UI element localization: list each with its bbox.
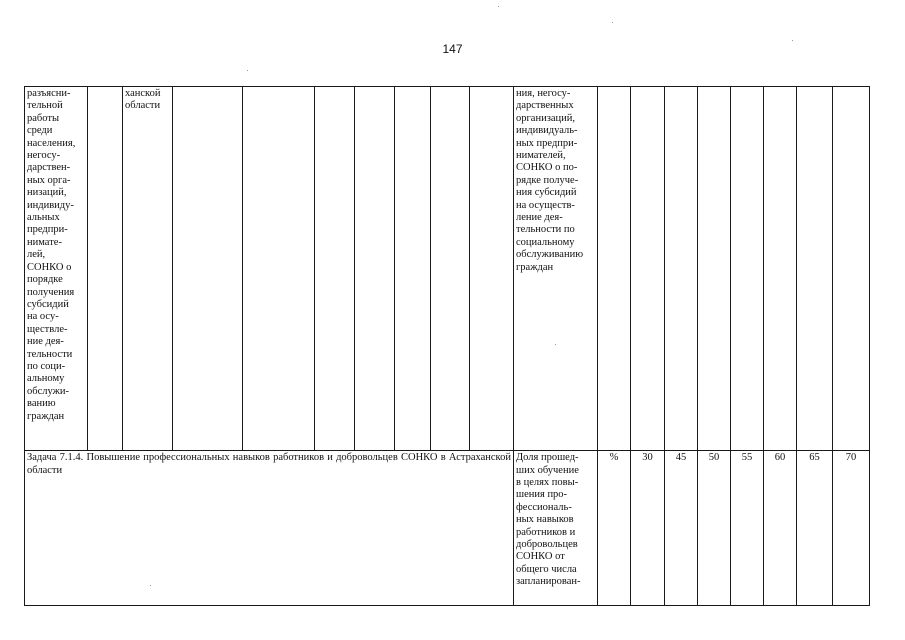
value-cell: 50 bbox=[698, 451, 731, 606]
empty-cell bbox=[764, 87, 797, 451]
executor-cell: ханской области bbox=[123, 87, 173, 451]
empty-cell bbox=[731, 87, 764, 451]
scan-speck bbox=[555, 344, 556, 345]
empty-cell bbox=[470, 87, 514, 451]
empty-cell bbox=[797, 87, 833, 451]
value-cell: 70 bbox=[833, 451, 870, 606]
empty-cell bbox=[355, 87, 395, 451]
empty-cell bbox=[598, 87, 631, 451]
value-cell: 55 bbox=[731, 451, 764, 606]
empty-cell bbox=[631, 87, 665, 451]
empty-cell bbox=[698, 87, 731, 451]
task-cell: Задача 7.1.4. Повышение профессиональных навыков работников и добровольцев СОНКО в Астраханской области bbox=[25, 451, 514, 606]
table-row bbox=[25, 451, 870, 606]
value-cell: 60 bbox=[764, 451, 797, 606]
unit-cell: % bbox=[598, 451, 631, 606]
scan-speck bbox=[150, 585, 151, 586]
measure-name-cell: разъясни- тельной работы среди населения, негосу- дарствен- ных орга- низаций, индивиду- альных предпри- нимате- лей, СОНКО о порядке получения субсидий на осу- ществле- ние дея- тельности по соци- альному обслужи- ванию граждан bbox=[25, 87, 88, 451]
value-cell: 65 bbox=[797, 451, 833, 606]
page-number: 147 bbox=[442, 42, 463, 56]
scan-speck bbox=[612, 22, 613, 23]
empty-cell bbox=[88, 87, 123, 451]
scan-speck bbox=[247, 70, 248, 71]
scan-speck bbox=[792, 40, 793, 41]
scan-speck bbox=[498, 6, 499, 7]
empty-cell bbox=[833, 87, 870, 451]
empty-cell bbox=[665, 87, 698, 451]
empty-cell bbox=[243, 87, 315, 451]
empty-cell bbox=[315, 87, 355, 451]
empty-cell bbox=[431, 87, 470, 451]
empty-cell bbox=[395, 87, 431, 451]
program-table bbox=[24, 86, 870, 606]
empty-cell bbox=[173, 87, 243, 451]
indicator-cell: Доля прошед- ших обучение в целях повы- шения про- фессиональ- ных навыков работников и добровольцев СОНКО от общего числа запланирован- bbox=[514, 451, 598, 606]
indicator-cell: ния, негосу- дарственных организаций, индивидуаль- ных предпри- нимателей, СОНКО о по- рядке получе- ния субсидий на осуществ- ление дея- тельности по социальному обслуживанию граждан bbox=[514, 87, 598, 451]
value-cell: 45 bbox=[665, 451, 698, 606]
value-cell: 30 bbox=[631, 451, 665, 606]
table-row bbox=[25, 87, 870, 451]
